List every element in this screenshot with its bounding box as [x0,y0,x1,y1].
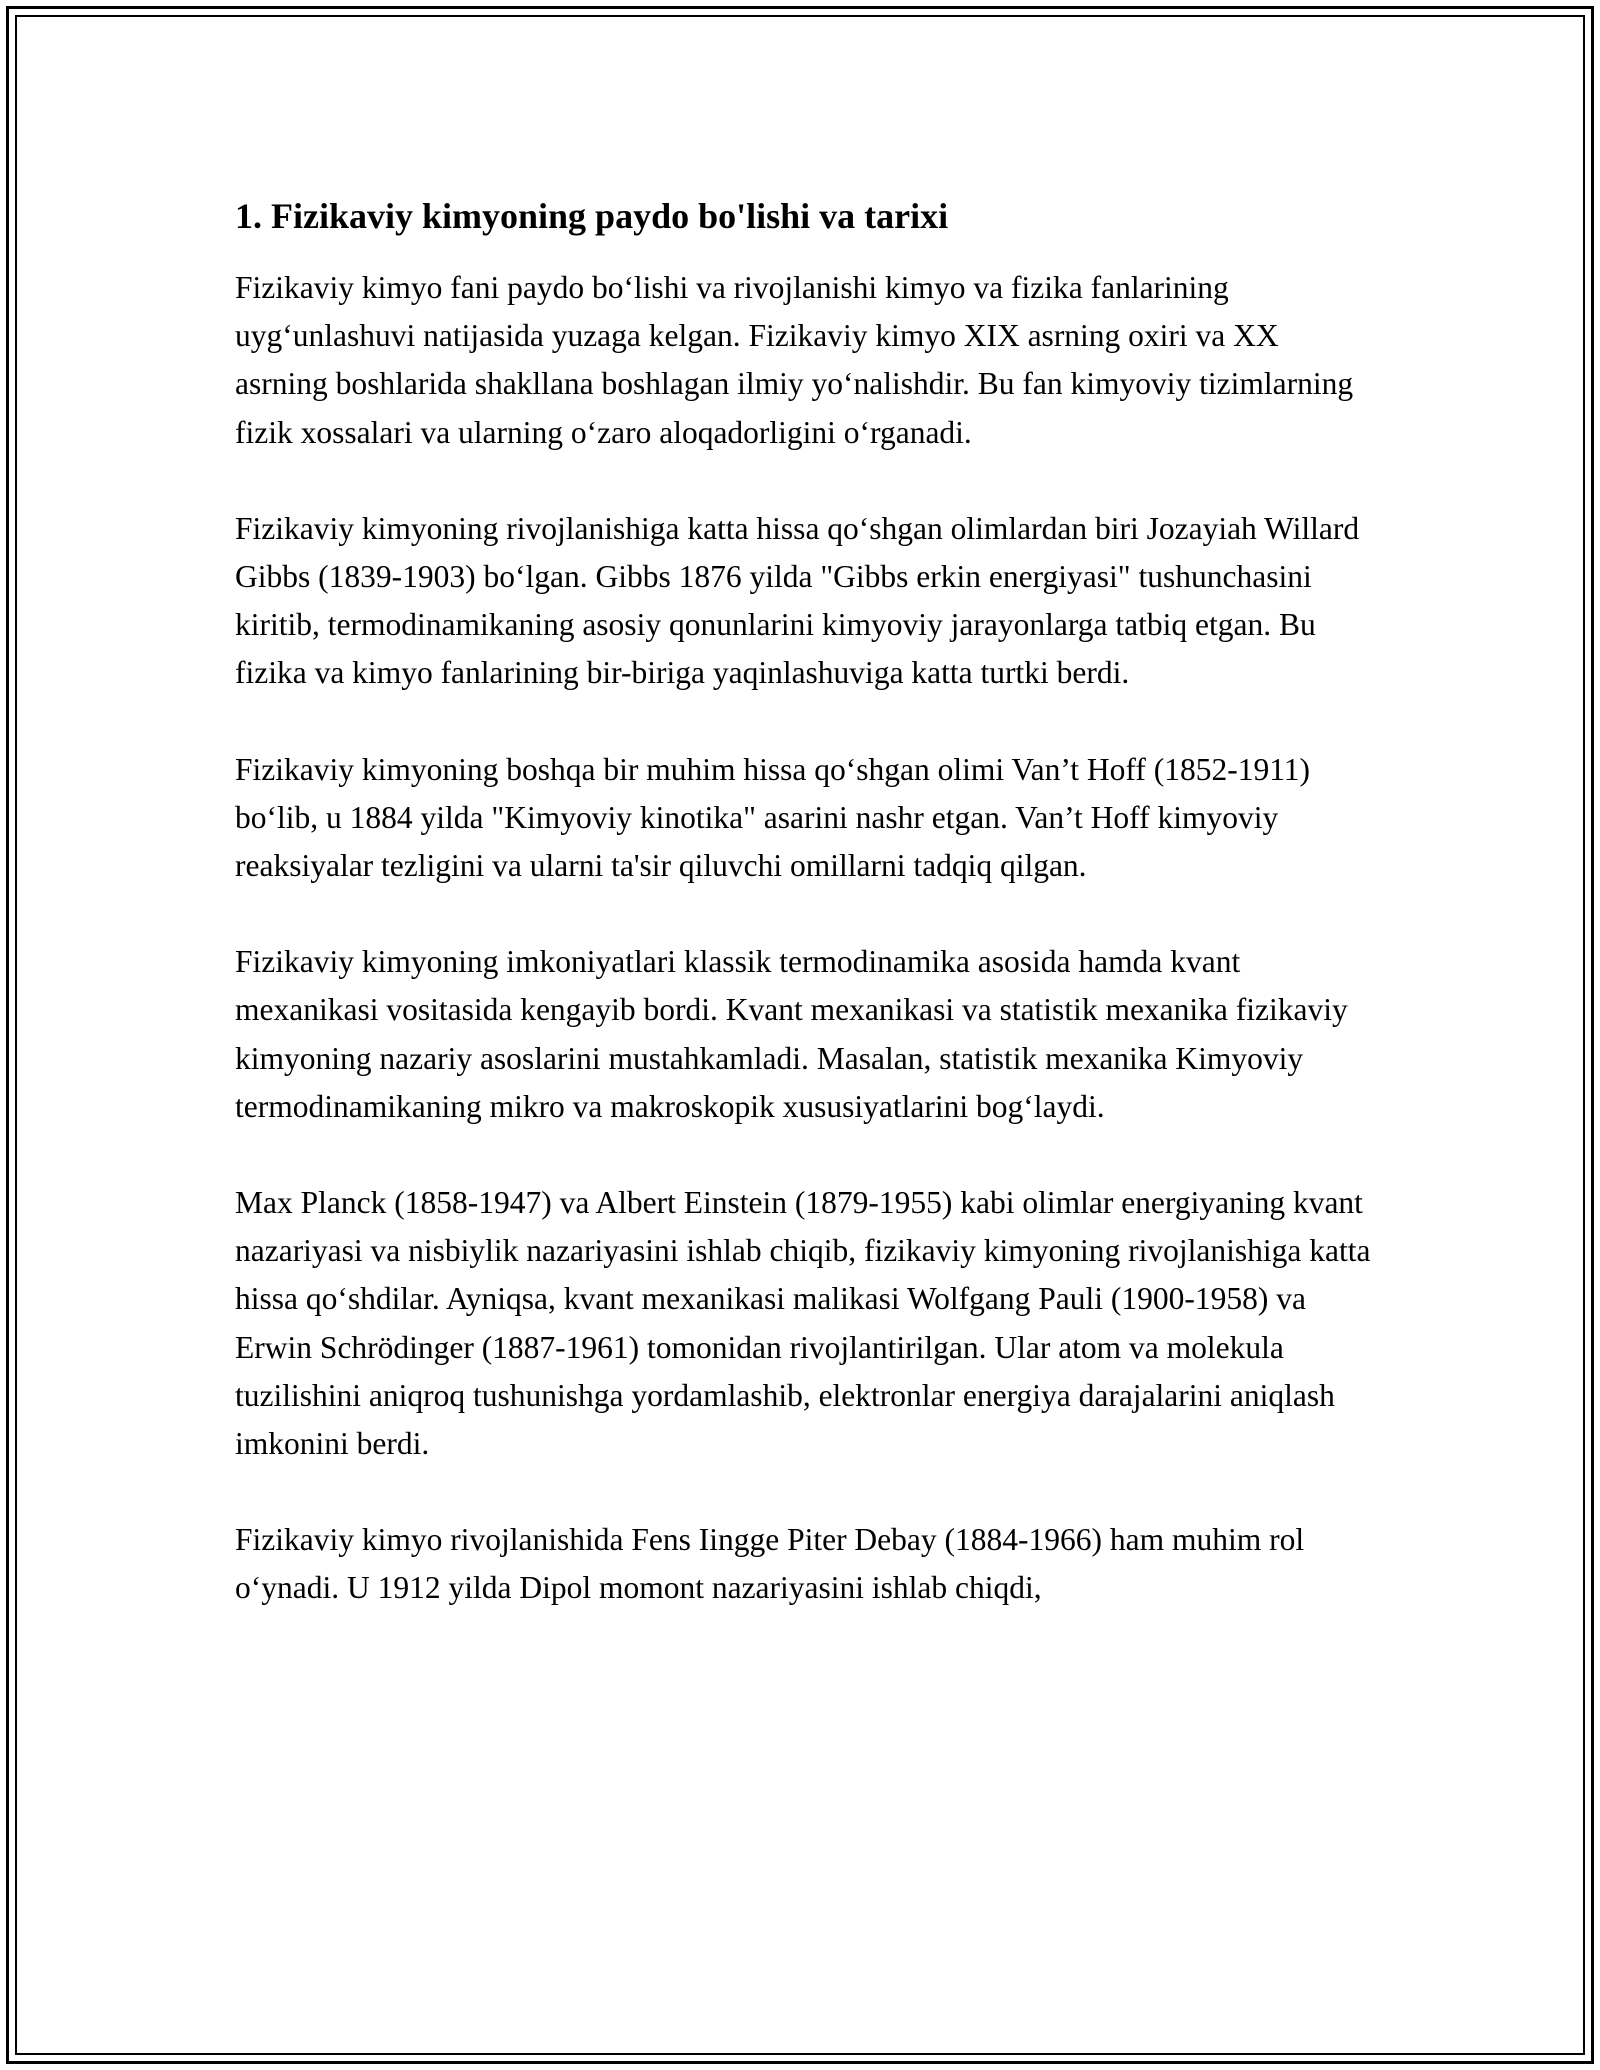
document-body [235,188,1375,1661]
section-heading: 1. Fizikaviy kimyoning paydo bo'lishi va tarixi [235,196,949,236]
paragraph-2: Fizikaviy kimyoning rivojlanishiga katta hissa qo‘shgan olimlardan biri Jozayiah Willard Gibbs (1839-1903) bo‘lgan. Gibbs 1876 yilda "Gibbs erkin energiyasi" tushunchasini kiritib, termodinamikaning asosiy qonunlarini kimyoviy jarayonlarga tatbiq etgan. Bu fizika va kimyo fanlarining bir-biriga yaqinlashuviga katta turtki berdi. [235,510,1360,691]
paragraph-6: Fizikaviy kimyo rivojlanishida Fens Iingge Piter Debay (1884-1966) ham muhim rol o‘ynadi. U 1912 yilda Dipol momont nazariyasini ishlab chiqdi, [235,1522,1305,1606]
paragraph-3: Fizikaviy kimyoning boshqa bir muhim hissa qo‘shgan olimi Van’t Hoff (1852-1911) bo‘lib, u 1884 yilda "Kimyoviy kinotika" asarini nashr etgan. Van’t Hoff kimyoviy reaksiyalar tezligini va ularni ta'sir qiluvchi omillarni tadqiq qilgan. [235,751,1311,884]
paragraph-1: Fizikaviy kimyo fani paydo bo‘lishi va rivojlanishi kimyo va fizika fanlarining uyg‘unlashuvi natijasida yuzaga kelgan. Fizikaviy kimyo XIX asrning oxiri va XX asrning boshlarida shakllana boshlagan ilmiy yo‘nalishdir. Bu fan kimyoviy tizimlarning fizik xossalari va ularning o‘zaro aloqadorligini o‘rganadi. [235,270,1354,450]
paragraph-5: Max Planck (1858-1947) va Albert Einstein (1879-1955) kabi olimlar energiyaning kvant nazariyasi va nisbiylik nazariyasini ishlab chiqib, fizikaviy kimyoning rivojlanishiga katta hissa qo‘shdilar. Ayniqsa, kvant mexanikasi malikasi Wolfgang Pauli (1900-1958) va Erwin Schrödinger (1887-1961) tomonidan rivojlantirilgan. Ular atom va molekula tuzilishini aniqroq tushunishga yordamlashib, elektronlar energiya darajalarini aniqlash imkonini berdi. [235,1185,1371,1462]
paragraph-4: Fizikaviy kimyoning imkoniyatlari klassik termodinamika asosida hamda kvant mexanikasi vositasida kengayib bordi. Kvant mexanikasi va statistik mexanika fizikaviy kimyoning nazariy asoslarini mustahkamladi. Masalan, statistik mexanika Kimyoviy termodinamikaning mikro va makroskopik xususiyatlarini bog‘laydi. [235,944,1348,1124]
